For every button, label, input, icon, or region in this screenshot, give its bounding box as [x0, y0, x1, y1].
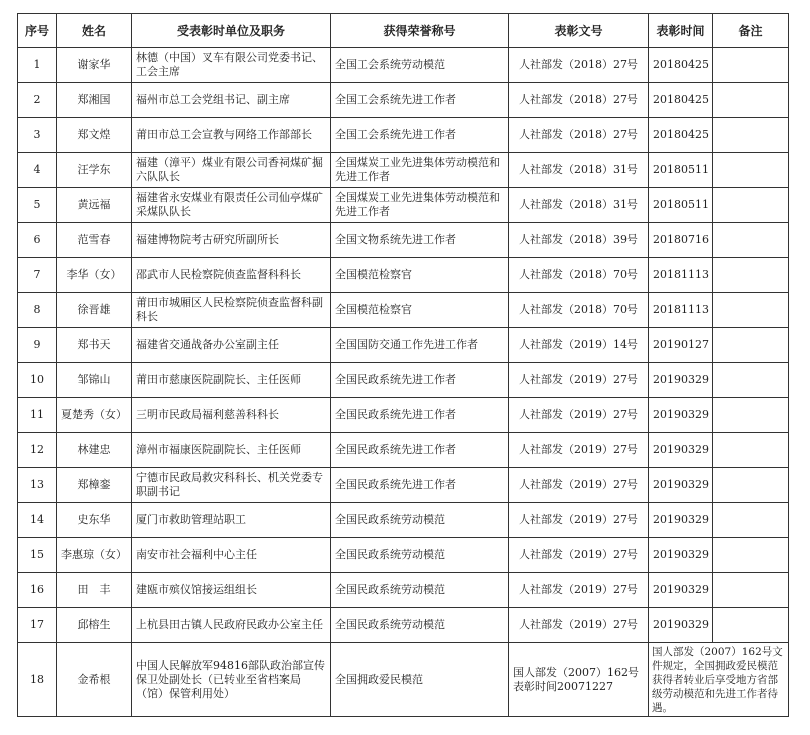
cell-honor: 全国民政系统劳动模范 [331, 573, 509, 608]
table-row [18, 153, 789, 188]
cell-note [713, 573, 789, 608]
cell-date: 20180511 [649, 153, 713, 188]
cell-no: 9 [18, 328, 57, 363]
table-row [18, 293, 789, 328]
cell-honor: 全国模范检察官 [331, 258, 509, 293]
cell-date: 20180716 [649, 223, 713, 258]
cell-name: 林建忠 [57, 433, 132, 468]
cell-doc: 人社部发（2018）70号 [509, 258, 649, 293]
cell-note [713, 363, 789, 398]
table-row [18, 398, 789, 433]
cell-doc: 人社部发（2018）31号 [509, 188, 649, 223]
table-row [18, 48, 789, 83]
cell-no: 18 [18, 643, 57, 717]
cell-no: 2 [18, 83, 57, 118]
cell-date: 20190329 [649, 608, 713, 643]
header-no: 序号 [18, 14, 57, 48]
table-row [18, 538, 789, 573]
cell-date: 20181113 [649, 293, 713, 328]
cell-doc: 人社部发（2018）27号 [509, 118, 649, 153]
cell-no: 8 [18, 293, 57, 328]
cell-note [713, 223, 789, 258]
cell-no: 13 [18, 468, 57, 503]
table-row [18, 468, 789, 503]
cell-note [713, 538, 789, 573]
cell-date: 20190329 [649, 573, 713, 608]
cell-unit: 南安市社会福利中心主任 [132, 538, 331, 573]
cell-doc: 人社部发（2018）27号 [509, 48, 649, 83]
cell-date: 20180511 [649, 188, 713, 223]
cell-note [713, 608, 789, 643]
table-row [18, 223, 789, 258]
cell-date: 20190329 [649, 398, 713, 433]
cell-honor: 全国模范检察官 [331, 293, 509, 328]
cell-honor: 全国拥政爱民模范 [331, 643, 509, 717]
cell-unit: 福建博物院考古研究所副所长 [132, 223, 331, 258]
cell-honor: 全国民政系统先进工作者 [331, 398, 509, 433]
header-row [18, 14, 789, 48]
cell-date: 20190329 [649, 468, 713, 503]
cell-note [713, 258, 789, 293]
cell-unit: 宁德市民政局救灾科科长、机关党委专职副书记 [132, 468, 331, 503]
cell-doc: 人社部发（2019）27号 [509, 608, 649, 643]
cell-note [713, 83, 789, 118]
cell-unit: 福建省永安煤业有限责任公司仙亭煤矿采煤队队长 [132, 188, 331, 223]
cell-name: 黄远福 [57, 188, 132, 223]
cell-name: 李华（女） [57, 258, 132, 293]
cell-name: 谢家华 [57, 48, 132, 83]
cell-unit: 莆田市慈康医院副院长、主任医师 [132, 363, 331, 398]
cell-doc: 人社部发（2019）27号 [509, 503, 649, 538]
cell-name: 郑文煌 [57, 118, 132, 153]
cell-note [713, 118, 789, 153]
cell-name: 金希根 [57, 643, 132, 717]
cell-name: 郑湘国 [57, 83, 132, 118]
header-note: 备注 [713, 14, 789, 48]
cell-date: 20190329 [649, 363, 713, 398]
cell-note [713, 153, 789, 188]
cell-no: 11 [18, 398, 57, 433]
cell-unit: 福建省交通战备办公室副主任 [132, 328, 331, 363]
cell-no: 17 [18, 608, 57, 643]
table-row [18, 118, 789, 153]
cell-date: 20181113 [649, 258, 713, 293]
cell-doc: 人社部发（2019）27号 [509, 538, 649, 573]
table-row [18, 83, 789, 118]
cell-name: 汪学东 [57, 153, 132, 188]
cell-no: 10 [18, 363, 57, 398]
cell-honor: 全国民政系统先进工作者 [331, 363, 509, 398]
table-row [18, 363, 789, 398]
cell-unit: 莆田市城厢区人民检察院侦查监督科副科长 [132, 293, 331, 328]
cell-no: 12 [18, 433, 57, 468]
cell-honor: 全国民政系统劳动模范 [331, 538, 509, 573]
cell-unit: 漳州市福康医院副院长、主任医师 [132, 433, 331, 468]
cell-note [713, 328, 789, 363]
cell-unit: 莆田市总工会宣教与网络工作部部长 [132, 118, 331, 153]
cell-honor: 全国工会系统先进工作者 [331, 118, 509, 153]
table-row [18, 433, 789, 468]
cell-honor: 全国工会系统劳动模范 [331, 48, 509, 83]
header-honor: 获得荣誉称号 [331, 14, 509, 48]
cell-name: 史东华 [57, 503, 132, 538]
cell-note [713, 468, 789, 503]
cell-date: 20190127 [649, 328, 713, 363]
cell-doc: 人社部发（2019）27号 [509, 433, 649, 468]
cell-no: 7 [18, 258, 57, 293]
cell-unit: 上杭县田古镇人民政府民政办公室主任 [132, 608, 331, 643]
cell-note [713, 398, 789, 433]
cell-name: 郑书天 [57, 328, 132, 363]
cell-no: 3 [18, 118, 57, 153]
cell-name: 夏楚秀（女） [57, 398, 132, 433]
cell-unit: 福州市总工会党组书记、副主席 [132, 83, 331, 118]
cell-doc: 人社部发（2018）31号 [509, 153, 649, 188]
cell-honor: 全国民政系统劳动模范 [331, 608, 509, 643]
cell-honor: 全国文物系统先进工作者 [331, 223, 509, 258]
cell-unit: 三明市民政局福利慈善科科长 [132, 398, 331, 433]
cell-note [713, 188, 789, 223]
cell-honor: 全国民政系统先进工作者 [331, 433, 509, 468]
cell-note [713, 503, 789, 538]
cell-doc: 人社部发（2019）27号 [509, 398, 649, 433]
cell-doc: 人社部发（2019）27号 [509, 363, 649, 398]
cell-note: 国人部发（2007）162号文件规定，全国拥政爱民模范获得者转业后享受地方省部级劳动模范和先进工作者待遇。 [649, 643, 789, 717]
cell-honor: 全国煤炭工业先进集体劳动模范和先进工作者 [331, 188, 509, 223]
table-row [18, 643, 789, 717]
cell-name: 李惠琼（女） [57, 538, 132, 573]
cell-no: 14 [18, 503, 57, 538]
cell-name: 范雪春 [57, 223, 132, 258]
cell-name: 徐晋雄 [57, 293, 132, 328]
cell-name: 田 丰 [57, 573, 132, 608]
cell-doc: 人社部发（2019）27号 [509, 573, 649, 608]
table-row [18, 608, 789, 643]
cell-note [713, 48, 789, 83]
table-row [18, 258, 789, 293]
cell-doc: 人社部发（2019）27号 [509, 468, 649, 503]
table-row [18, 328, 789, 363]
cell-doc: 人社部发（2018）27号 [509, 83, 649, 118]
cell-unit: 福建（漳平）煤业有限公司香祠煤矿掘六队队长 [132, 153, 331, 188]
cell-name: 邹锦山 [57, 363, 132, 398]
cell-no: 1 [18, 48, 57, 83]
cell-note [713, 293, 789, 328]
cell-honor: 全国工会系统先进工作者 [331, 83, 509, 118]
table-row [18, 188, 789, 223]
cell-date: 20180425 [649, 118, 713, 153]
cell-no: 4 [18, 153, 57, 188]
header-doc: 表彰文号 [509, 14, 649, 48]
cell-date: 20180425 [649, 48, 713, 83]
cell-unit: 建瓯市殡仪馆接运组组长 [132, 573, 331, 608]
cell-honor: 全国民政系统劳动模范 [331, 503, 509, 538]
cell-honor: 全国民政系统先进工作者 [331, 468, 509, 503]
cell-honor: 全国国防交通工作先进工作者 [331, 328, 509, 363]
cell-doc: 国人部发（2007）162号表彰时间20071227 [509, 643, 649, 717]
cell-date: 20190329 [649, 503, 713, 538]
cell-date: 20180425 [649, 83, 713, 118]
cell-unit: 林德（中国）叉车有限公司党委书记、工会主席 [132, 48, 331, 83]
cell-name: 邱榕生 [57, 608, 132, 643]
table-row [18, 503, 789, 538]
cell-unit: 厦门市救助管理站职工 [132, 503, 331, 538]
cell-no: 6 [18, 223, 57, 258]
header-name: 姓名 [57, 14, 132, 48]
cell-date: 20190329 [649, 538, 713, 573]
cell-name: 郑樟銮 [57, 468, 132, 503]
cell-doc: 人社部发（2018）39号 [509, 223, 649, 258]
cell-unit: 中国人民解放军94816部队政治部宣传保卫处副处长（已转业至省档案局（馆）保管利用处） [132, 643, 331, 717]
table-row [18, 573, 789, 608]
cell-no: 5 [18, 188, 57, 223]
cell-no: 16 [18, 573, 57, 608]
honors-table [17, 13, 789, 717]
header-date: 表彰时间 [649, 14, 713, 48]
cell-no: 15 [18, 538, 57, 573]
cell-unit: 邵武市人民检察院侦查监督科科长 [132, 258, 331, 293]
cell-note [713, 433, 789, 468]
cell-doc: 人社部发（2018）70号 [509, 293, 649, 328]
header-unit: 受表彰时单位及职务 [132, 14, 331, 48]
cell-date: 20190329 [649, 433, 713, 468]
cell-honor: 全国煤炭工业先进集体劳动模范和先进工作者 [331, 153, 509, 188]
cell-doc: 人社部发（2019）14号 [509, 328, 649, 363]
